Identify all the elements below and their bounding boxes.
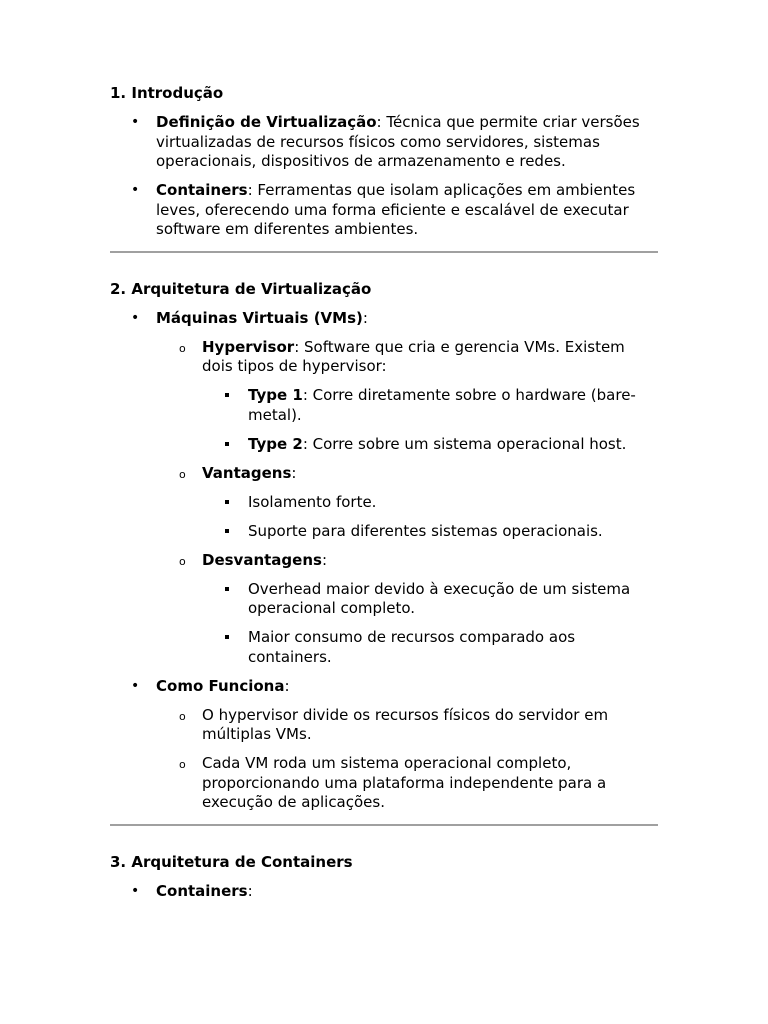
text-containers: : Ferramentas que isolam aplicações em ambientes leves, oferecendo uma forma eficiente e escalável de executar software em diferentes ambientes. (156, 181, 636, 238)
list-item-desvantagens (202, 551, 658, 668)
term-desvantagens: Desvantagens (202, 550, 322, 569)
list-item-type2 (248, 435, 658, 455)
section-1-heading: 1. Introdução (110, 84, 224, 102)
list-item-definicao (156, 113, 658, 172)
list-item: o Cada VM roda um sistema operacional completo, proporcionando uma plataforma independente para a execução de aplicações. (202, 754, 658, 813)
list-item: Suporte para diferentes sistemas operacionais. (248, 522, 658, 542)
suffix-desvantagens: : (321, 550, 328, 569)
list-item-containers-arch (156, 882, 658, 902)
term-type2: Type 2 (248, 434, 303, 453)
suffix-como-funciona: : (284, 676, 290, 695)
suffix-containers-arch: : (247, 881, 253, 900)
text-hypervisor: : Software que cria e gerencia VMs. Existem dois tipos de hypervisor: (202, 337, 625, 375)
section-2-list (156, 309, 658, 813)
list-item-type1 (248, 386, 658, 425)
section-2-heading: 2. Arquitetura de Virtualização (110, 279, 372, 298)
como-funciona-sublist (202, 706, 658, 813)
suffix-vms: : (362, 308, 368, 327)
term-como-funciona: Como Funciona (156, 676, 285, 695)
term-vms: Máquinas Virtuais (VMs) (156, 308, 363, 327)
term-containers: Containers (156, 181, 248, 199)
term-hypervisor: Hypervisor (202, 337, 295, 356)
list-item: Maior consumo de recursos comparado aos containers. (248, 628, 658, 667)
horizontal-rule (110, 824, 658, 826)
vantagens-list (248, 493, 658, 542)
suffix-vantagens: : (291, 463, 297, 482)
list-item-vantagens (202, 464, 658, 542)
list-item-hypervisor (202, 338, 658, 455)
section-3-list (156, 882, 658, 902)
term-containers-arch: Containers (156, 881, 248, 900)
term-type1: Type 1 (248, 386, 303, 404)
desvantagens-list (248, 580, 658, 668)
list-item: Isolamento forte. (248, 493, 658, 513)
list-item: o O hypervisor divide os recursos físicos do servidor em múltiplas VMs. (202, 706, 658, 745)
term-vantagens: Vantagens (202, 463, 292, 482)
text-definicao: : Técnica que permite criar versões virtualizadas de recursos físicos como servidores, sistemas operacionais, dispositivos de armazenamento e redes. (156, 113, 640, 170)
section-1-list (156, 113, 658, 240)
list-item: Overhead maior devido à execução de um sistema operacional completo. (248, 580, 658, 619)
text-type2: : Corre sobre um sistema operacional host. (302, 434, 627, 453)
horizontal-rule (110, 251, 658, 253)
term-definicao: Definição de Virtualização (156, 113, 377, 131)
hypervisor-types-list (248, 386, 658, 454)
list-item-containers (156, 181, 658, 240)
document-body (110, 84, 658, 901)
list-item-vms (156, 309, 658, 668)
list-item-como-funciona (156, 677, 658, 813)
vms-sublist (202, 338, 658, 668)
section-3-heading: 3. Arquitetura de Containers (110, 852, 353, 871)
text-type1: : Corre diretamente sobre o hardware (bare-metal). (248, 386, 636, 424)
